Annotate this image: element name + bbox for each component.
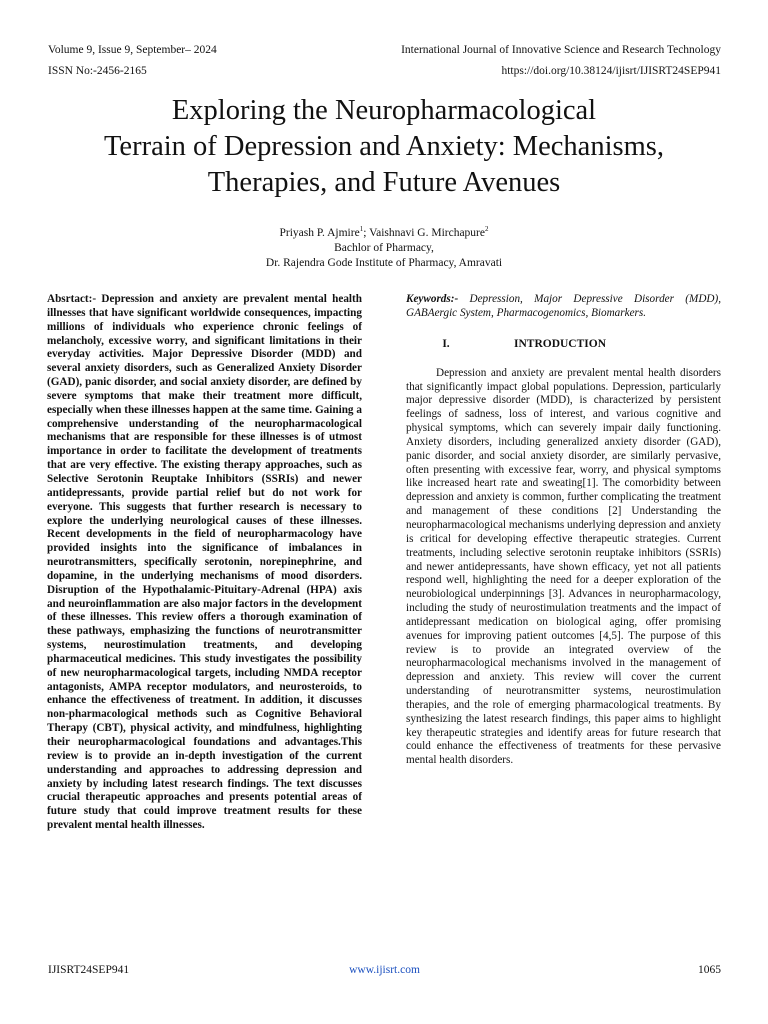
section-title: INTRODUCTION [514,337,607,350]
author-1: Priyash P. Ajmire [279,226,360,239]
keywords-text: Depression, Major Depressive Disorder (MDD), GABAergic System, Pharmacogenomics, Biomarkers. [406,293,721,319]
abstract: Absrtact:- Depression and anxiety are prevalent mental health illnesses that have significant worldwide consequences, impacting millions of individuals who experience chronic feelings of melancholy, excessive worry, and significant limitations in their everyday activities. Major Depressive Disorder (MDD) and several anxiety disorders, such as Generalized Anxiety Disorder (GAD), panic disorder, and social anxiety disorder, are defined by severe symptoms that make their treatment more difficult, especially when these illnesses happen at the same time. Gaining a comprehensive understanding of the neuropharmacological mechanisms that are responsible for these illnesses is of utmost importance in order to facilitate the development of treatments that are very effective. The existing therapy approaches, such as Selective Serotonin Reuptake Inhibitors (SSRIs) and newer antidepressants, provide partial relief but do not work for everyone. This suggests that further research is necessary to explore the underlying neurological causes of these illnesses. Recent developments in the field of neuropharmacology have provided insights into the significance of imbalances in neurotransmitters, specifically serotonin, norepinephrine, and dopamine, in the underlying mechanisms of mood disorders. Disruption of the Hypothalamic-Pituitary-Adrenal (HPA) axis and neuroinflammation are also major factors in the development of these illnesses. This review offers a thorough examination of these pathways, emphasizing the functions of neurotransmitter systems, neurostimulation treatments, and developing pharmaceutical medicines. This study investigates the possibility of new neuropharmacological targets, including NMDA receptor antagonists, AMPA receptor modulators, and neurosteroids, to enhance the effectiveness of treatment. In addition, it discusses non-pharmacological methods such as Cognitive Behavioral Therapy (CBT), physical activity, and mindfulness, highlighting their neuropharmacological foundations and advantages.This review is to provide an in-depth investigation of the current understanding and approaches to addressing depression and anxiety by including latest research findings. The text discusses crucial therapeutic approaches and presents potential areas of future study that could improve treatment results for these prevalent mental health illnesses. [47,293,362,832]
author-block [0,222,768,271]
introduction-paragraph: Depression and anxiety are prevalent mental health disorders that significantly impact global populations. Depression, particularly major depressive disorder (MDD), is characterized by persistent feelings of sadness, loss of interest, and various cognitive and physical symptoms, which can severely impair daily functioning. Anxiety disorders, including generalized anxiety disorder (GAD), panic disorder, and social anxiety disorder, are similarly pervasive, often presenting with excessive fear, worry, and physical symptoms like increased heart rate and sweating[1]. The comorbidity between depression and anxiety is common, further complicating the treatment and management of these conditions [2] Understanding the neuropharmacological mechanisms underlying depression and anxiety is critical for developing effective therapeutic strategies. Current treatments, including selective serotonin reuptake inhibitors (SSRIs) and newer antidepressants, have shown efficacy, yet not all patients respond well, highlighting the need for a deeper exploration of the neurobiological underpinnings [3]. Advances in neuropharmacology, including the study of neurostimulation treatments and the impact of antidepressant medication on biological aging, offer promising avenues for improving patient outcomes [4,5]. The purpose of this review is to provide an integrated overview of the neuropharmacological mechanisms involved in the management of depression and anxiety. This review will cover the current understanding of neurotransmitter systems, neurostimulation therapies, and the role of emerging pharmacological treatments. By synthesizing the latest research findings, this paper aims to highlight key therapeutic strategies and identify areas for future research that could enhance the effectiveness of treatments for these pervasive mental health disorders. [406,366,721,767]
author-degree: Bachlor of Pharmacy, [334,241,434,254]
author-separator: ; [363,226,370,239]
author-names [0,222,768,241]
issn: ISSN No:-2456-2165 [48,65,147,77]
author-2: Vaishnavi G. Mirchapure [369,226,485,239]
page-number: 1065 [698,964,721,976]
footer-website-link[interactable]: www.ijisrt.com [349,964,420,976]
section-number: I. [442,337,450,350]
section-heading [406,337,721,351]
paper-title [40,93,728,201]
author-1-affiliation-mark: 1 [359,225,364,233]
journal-volume: Volume 9, Issue 9, September– 2024 [48,44,217,56]
title-line: Exploring the Neuropharmacological [171,95,597,126]
author-affiliation: Dr. Rajendra Gode Institute of Pharmacy, Amravati [265,256,503,269]
journal-name: International Journal of Innovative Science and Research Technology [401,44,721,56]
doi-link[interactable]: https://doi.org/10.38124/ijisrt/IJISRT24SEP941 [501,65,721,77]
running-header-bottom [48,65,721,77]
title-line: Therapies, and Future Avenues [207,167,561,198]
title-line: Terrain of Depression and Anxiety: Mechanisms, [104,131,664,162]
running-header-top [48,44,721,56]
footer-paper-id: IJISRT24SEP941 [48,964,130,976]
keywords [406,293,721,321]
right-column [406,293,721,768]
keywords-label: Keywords:- [406,293,459,305]
author-2-affiliation-mark: 2 [485,225,489,233]
